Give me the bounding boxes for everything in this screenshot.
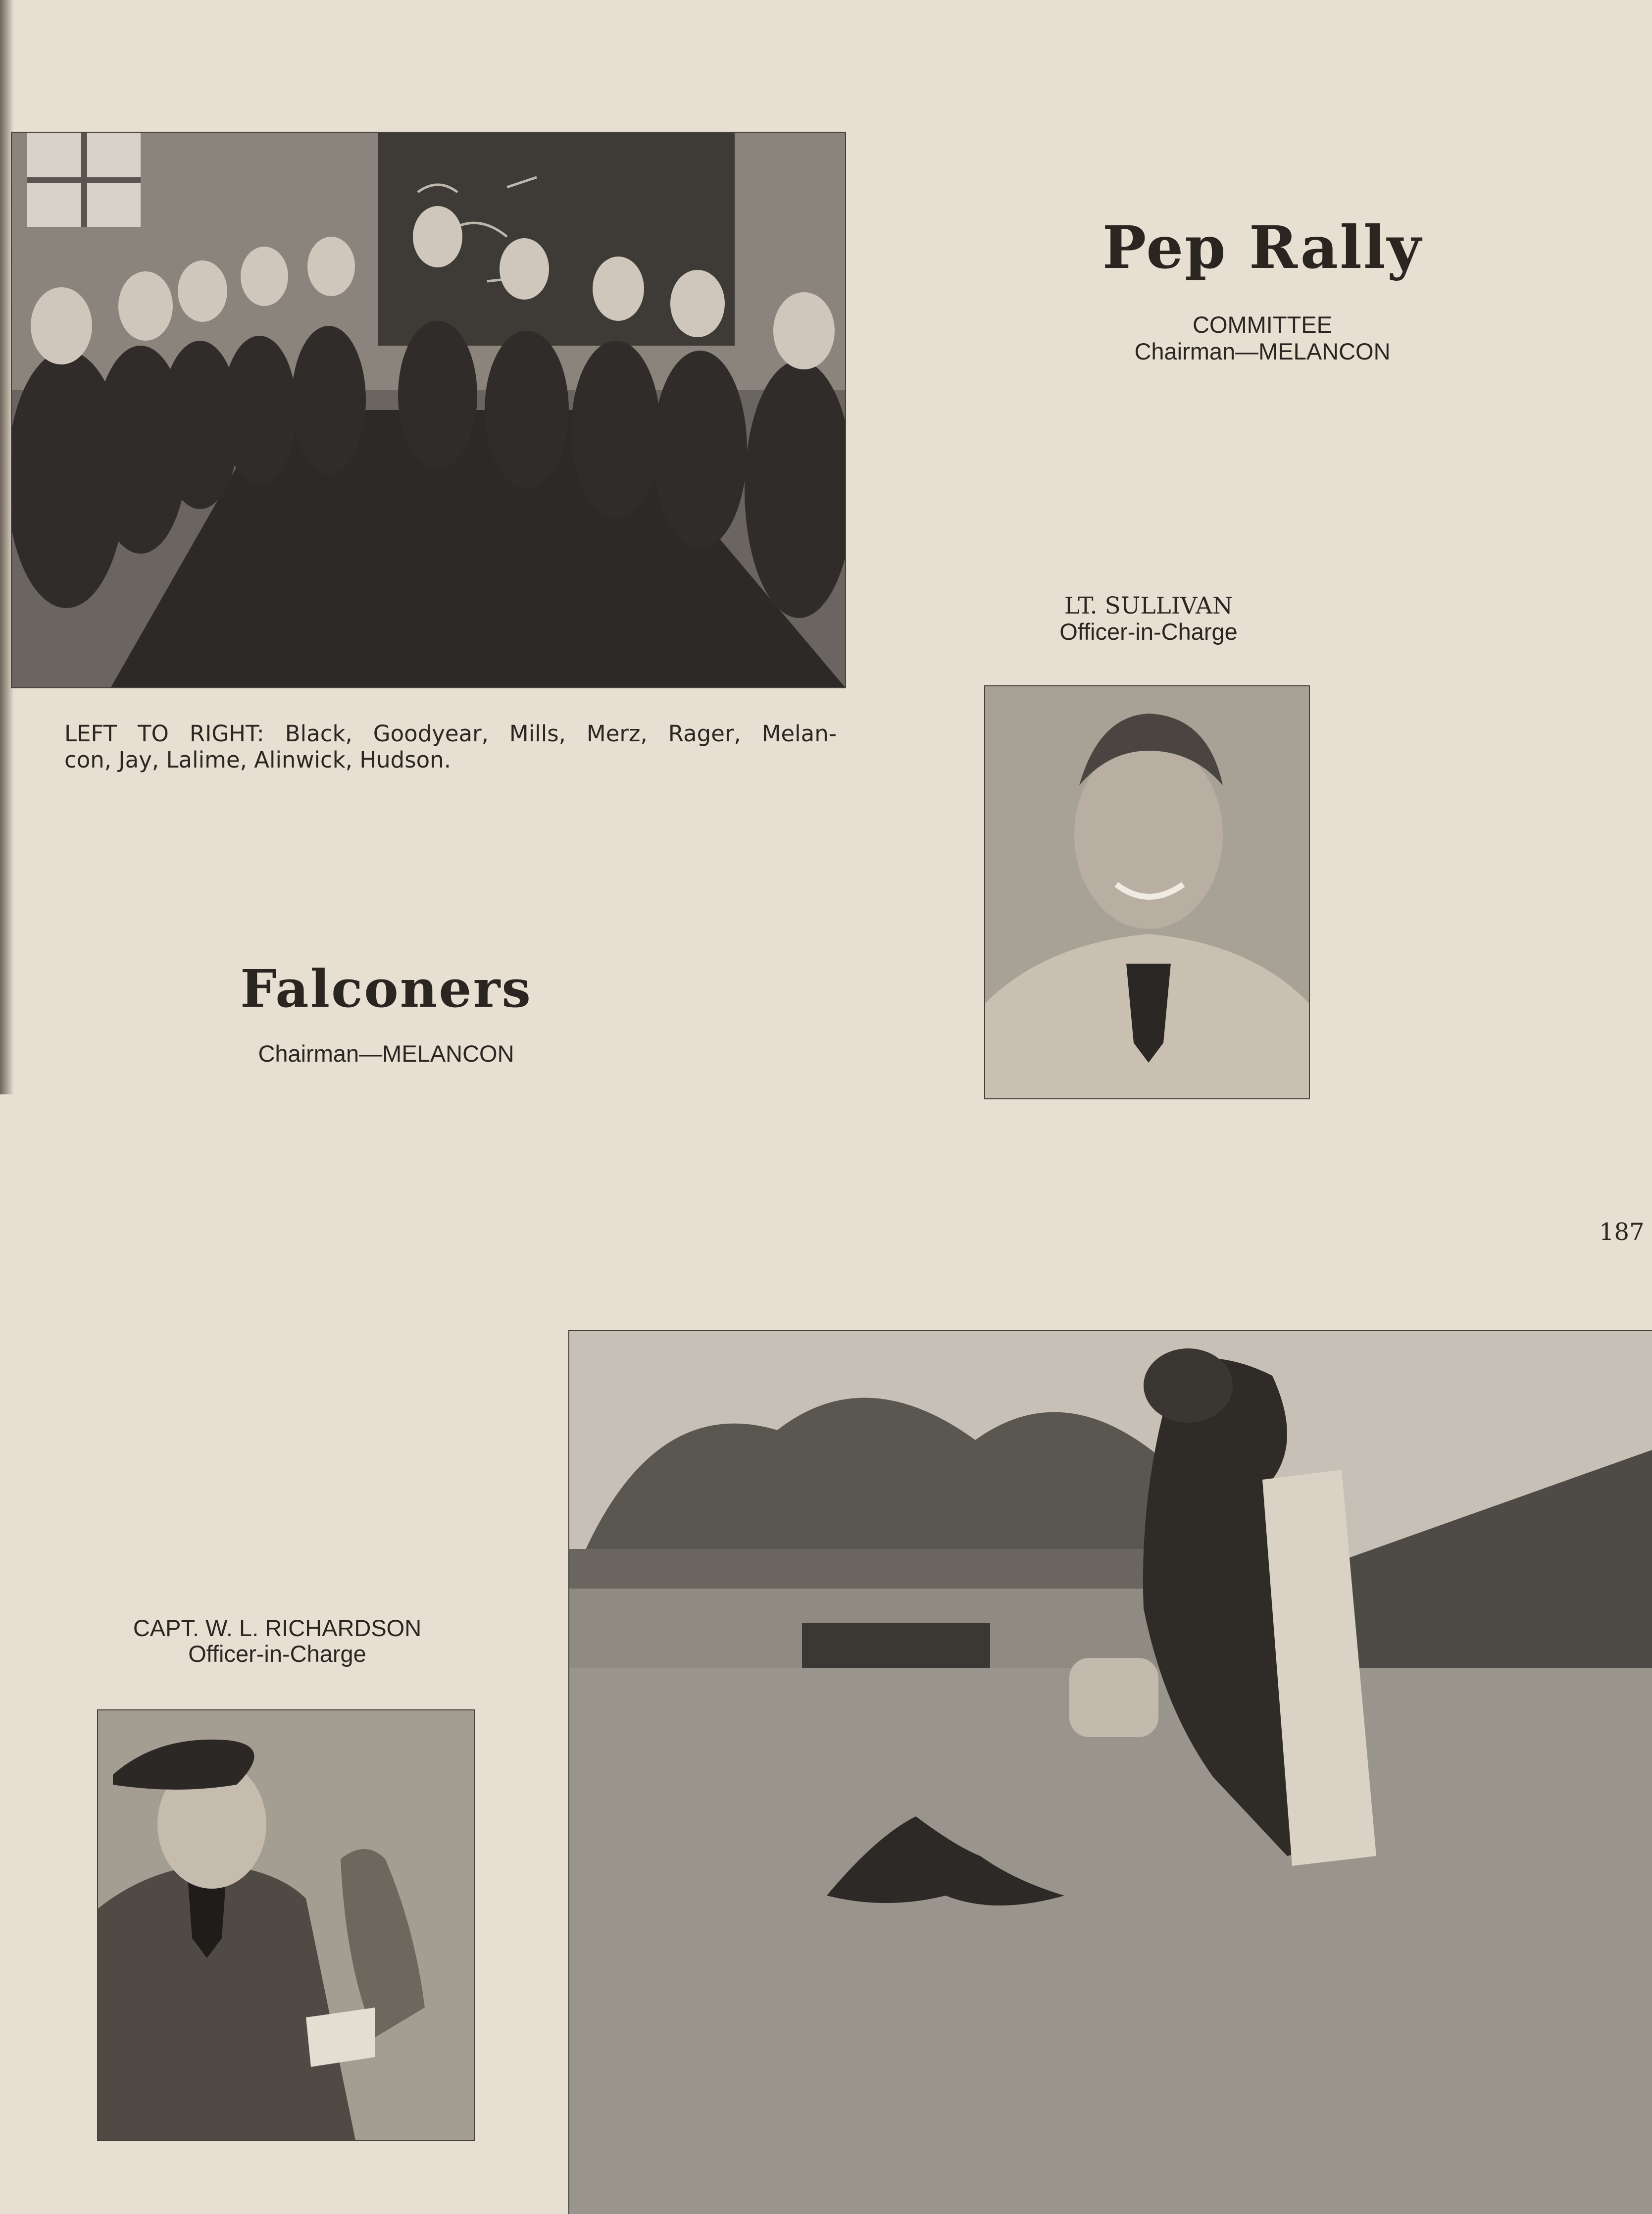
pep-rally-title: Pep Rally [1102, 213, 1423, 282]
caption-line-2: con, Jay, Lalime, Alinwick, Hudson. [64, 747, 451, 773]
pep-rally-committee-label: COMMITTEE [1193, 311, 1332, 338]
richardson-name: CAPT. W. L. RICHARDSON [133, 1615, 422, 1641]
page-number: 187 [1599, 1218, 1645, 1246]
richardson-role: Officer-in-Charge [188, 1641, 366, 1667]
falconers-title: Falconers [240, 958, 532, 1019]
falconers-chairman: Chairman—MELANCON [258, 1040, 514, 1067]
sullivan-role: Officer-in-Charge [1059, 618, 1238, 645]
group-photo-caption [64, 721, 837, 773]
richardson-falcon-portrait-photo [97, 1709, 475, 2141]
caption-line-1: LEFT TO RIGHT: Black, Goodyear, Mills, Merz, Rager, Melan- [64, 721, 837, 747]
committee-group-photo [11, 132, 846, 688]
sullivan-name: LT. SULLIVAN [1064, 592, 1233, 619]
pep-rally-chairman: Chairman—MELANCON [1134, 338, 1391, 364]
sullivan-portrait-photo [984, 685, 1310, 1099]
falcon-field-photo [568, 1330, 1652, 2214]
